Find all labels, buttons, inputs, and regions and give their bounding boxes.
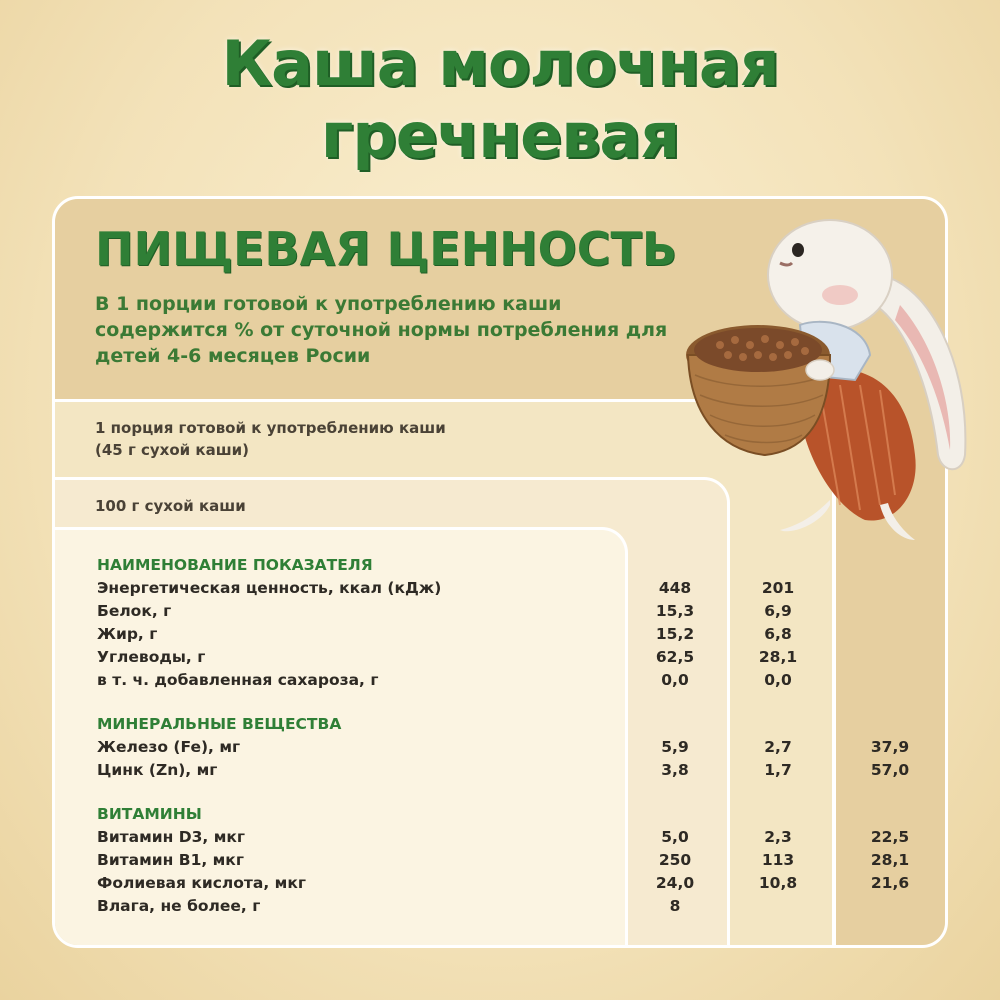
value-100g: 0,0 <box>661 671 689 689</box>
row-label: Цинк (Zn), мг <box>97 761 218 779</box>
value-100g: 448 <box>658 579 692 597</box>
bunny-with-buckwheat-basket-icon <box>680 205 980 555</box>
value-100g: 15,3 <box>655 602 695 620</box>
value-100g: 62,5 <box>655 648 695 666</box>
row-label: Жир, г <box>97 625 158 643</box>
row-label: Фолиевая кислота, мкг <box>97 874 306 892</box>
value-100g: 5,0 <box>661 828 689 846</box>
value-portion: 1,7 <box>764 761 792 779</box>
section-minerals: МИНЕРАЛЬНЫЕ ВЕЩЕСТВА <box>97 715 342 733</box>
value-portion: 6,9 <box>764 602 792 620</box>
value-100g: 15,2 <box>655 625 695 643</box>
row-label: Витамин B1, мкг <box>97 851 244 869</box>
title-line-1: Каша молочная <box>221 27 779 100</box>
row-label: Белок, г <box>97 602 172 620</box>
value-portion: 28,1 <box>758 648 798 666</box>
dry-label: 100 г сухой каши <box>95 497 246 515</box>
row-label: Влага, не более, г <box>97 897 261 915</box>
title-line-2: гречневая <box>320 99 680 172</box>
value-percent: 37,9 <box>870 738 910 756</box>
value-100g: 250 <box>658 851 692 869</box>
value-portion: 0,0 <box>764 671 792 689</box>
value-percent: 22,5 <box>870 828 910 846</box>
page-title <box>0 28 1000 172</box>
value-percent: 57,0 <box>870 761 910 779</box>
nutrition-heading: ПИЩЕВАЯ ЦЕННОСТЬ <box>95 222 677 276</box>
portion-label-line-1: 1 порция готовой к употреблению каши <box>95 419 446 437</box>
nutrition-subtext: В 1 порции готовой к употреблению каши содержится % от суточной нормы потребления для детей 4-6 месяцев Росии <box>95 293 668 367</box>
value-portion: 10,8 <box>758 874 798 892</box>
value-100g: 3,8 <box>661 761 689 779</box>
row-label: Углеводы, г <box>97 648 206 666</box>
value-percent: 21,6 <box>870 874 910 892</box>
row-label: Энергетическая ценность, ккал (кДж) <box>97 579 442 597</box>
value-100g: 5,9 <box>661 738 689 756</box>
portion-label-line-2: (45 г сухой каши) <box>95 441 249 459</box>
row-label: Железо (Fe), мг <box>97 738 241 756</box>
value-portion: 113 <box>761 851 795 869</box>
value-portion: 2,3 <box>764 828 792 846</box>
row-label: Витамин D3, мкг <box>97 828 245 846</box>
row-label: в т. ч. добавленная сахароза, г <box>97 671 379 689</box>
section-vitamins: ВИТАМИНЫ <box>97 805 202 823</box>
value-100g: 24,0 <box>655 874 695 892</box>
value-percent: 28,1 <box>870 851 910 869</box>
value-portion: 2,7 <box>764 738 792 756</box>
section-main: НАИМЕНОВАНИЕ ПОКАЗАТЕЛЯ <box>97 556 373 574</box>
value-portion: 6,8 <box>764 625 792 643</box>
value-100g: 8 <box>669 897 681 915</box>
value-portion: 201 <box>761 579 795 597</box>
